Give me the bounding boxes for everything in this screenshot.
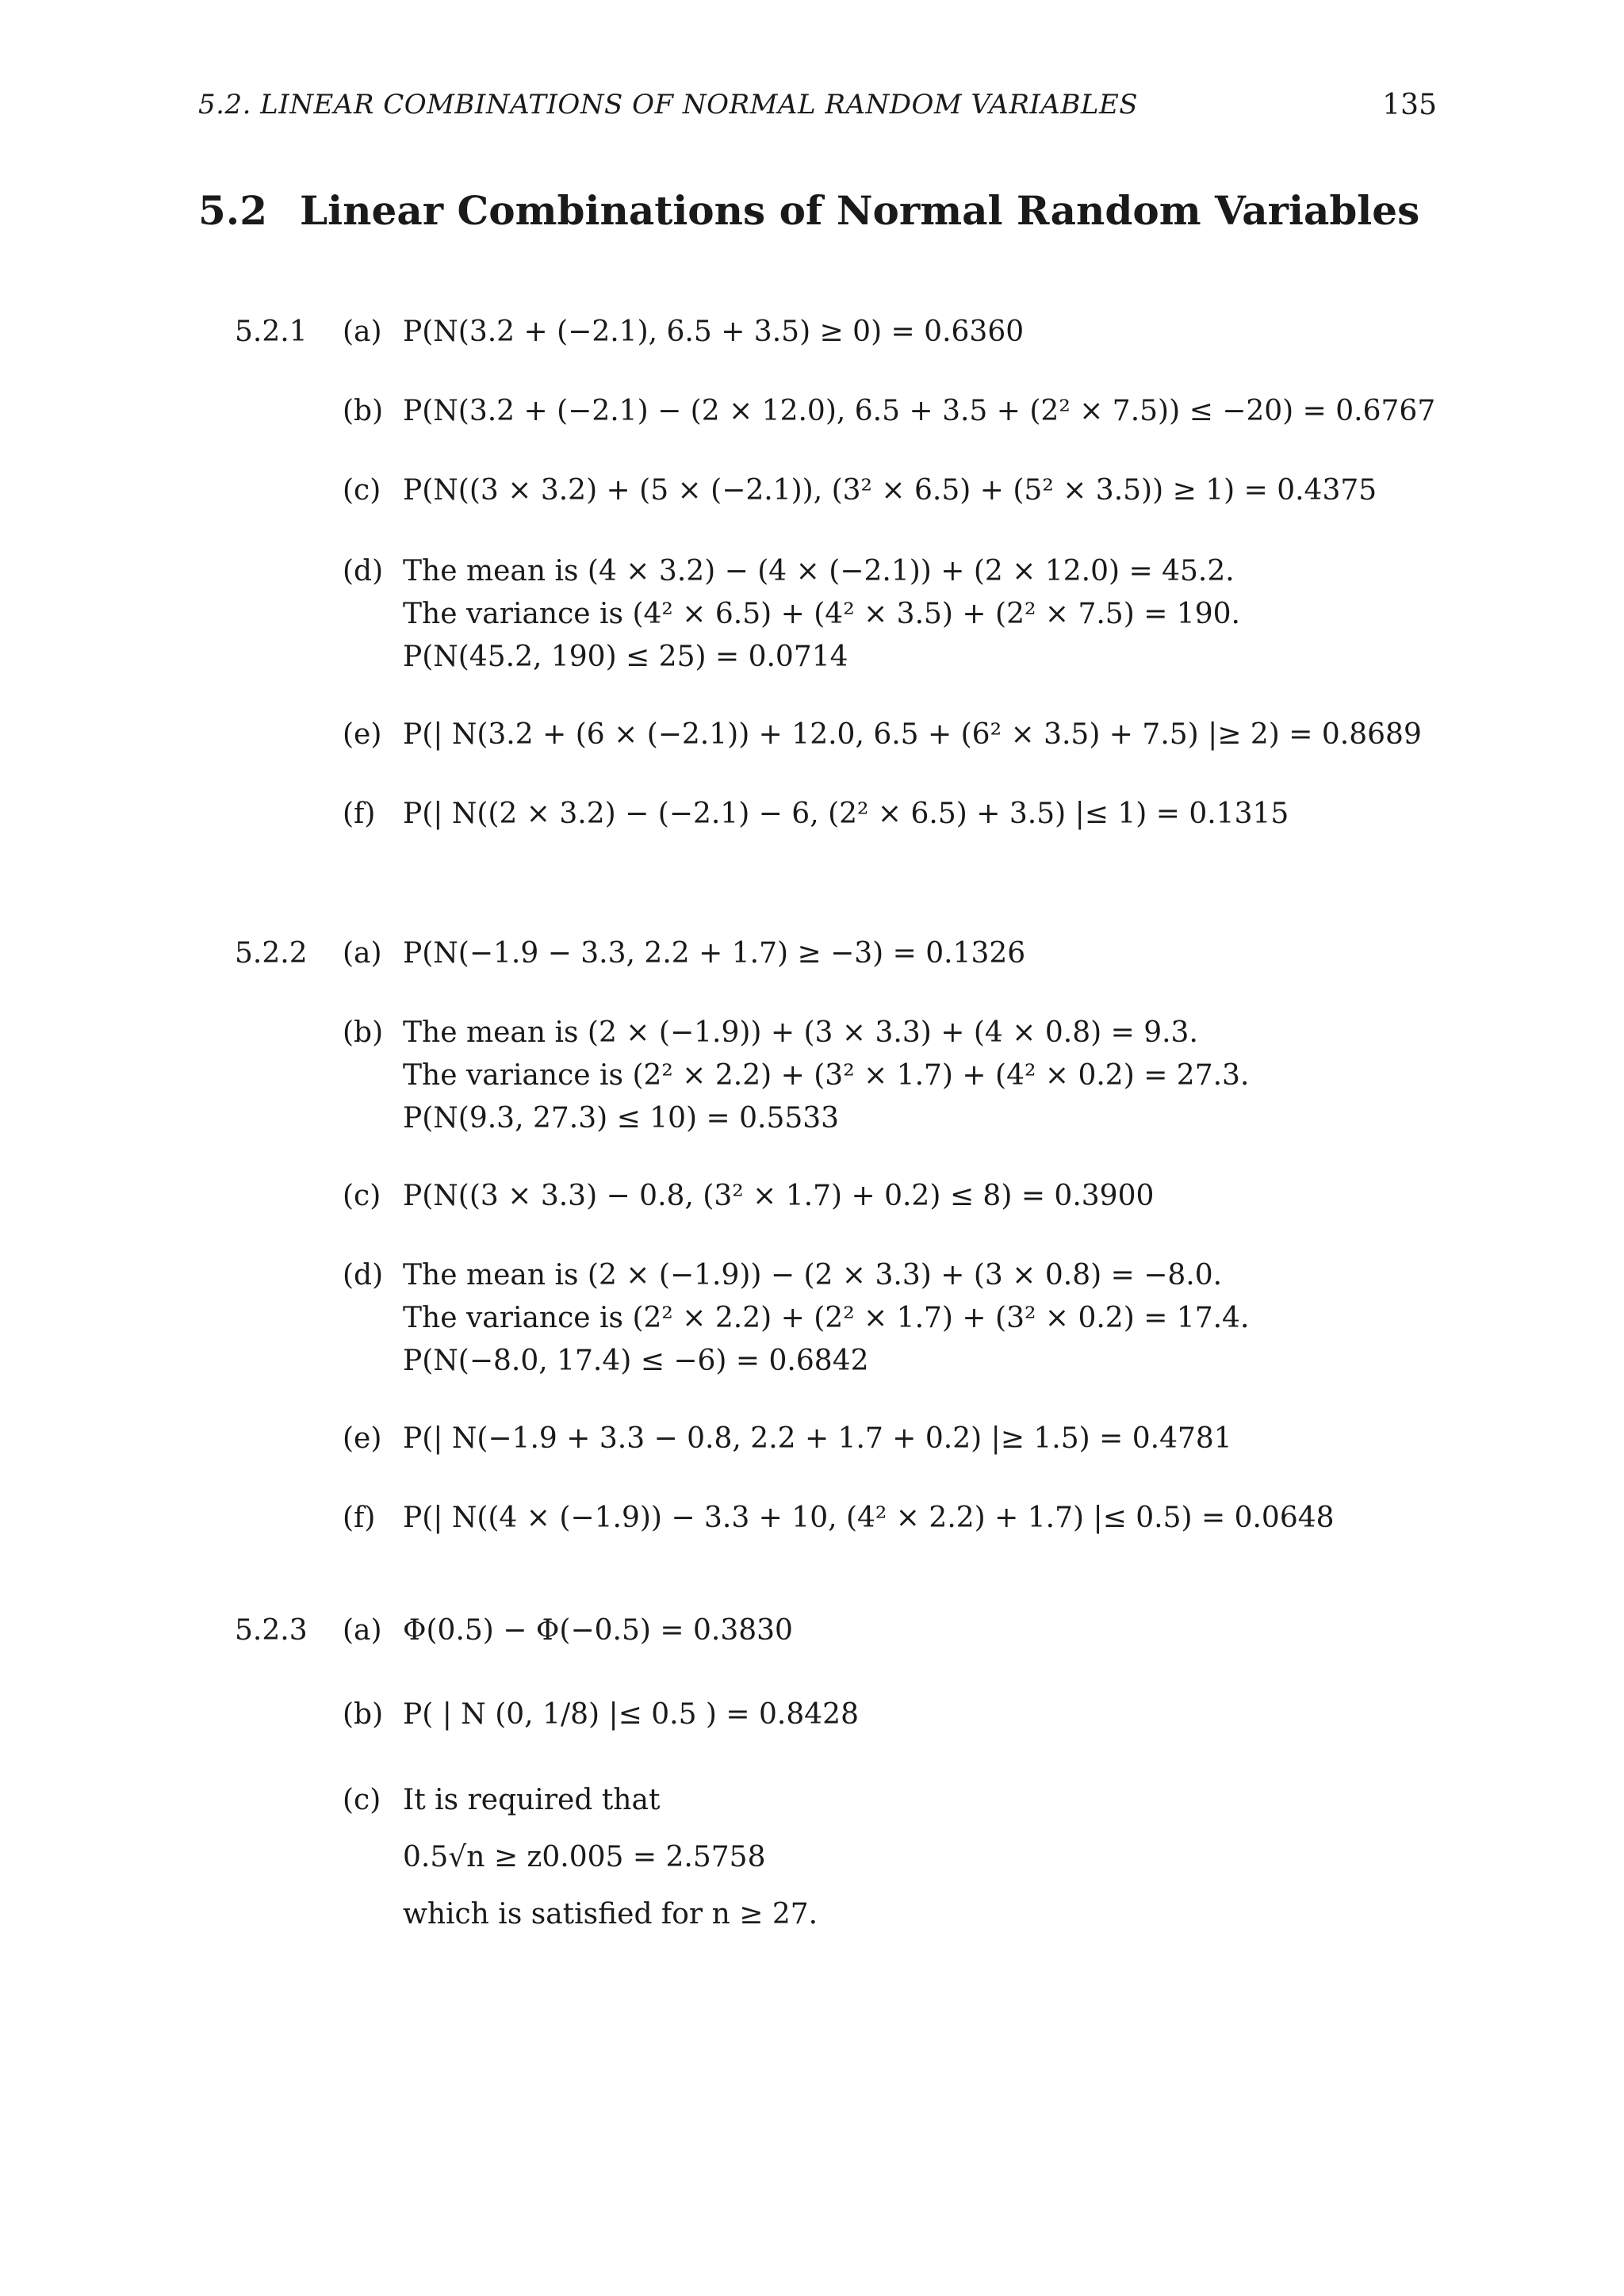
answer-line: P(| N((2 × 3.2) − (−2.1) − 6, (2² × 6.5) + 3.5) |≤ 1) = 0.1315 bbox=[403, 798, 1289, 830]
answer-line: The variance is (2² × 2.2) + (3² × 1.7) + (4² × 0.2) = 27.3. bbox=[403, 1059, 1250, 1092]
part-label: (b) bbox=[343, 1016, 384, 1049]
section-number: 5.2 bbox=[198, 187, 267, 234]
section-title bbox=[198, 187, 1419, 234]
section-title-text: Linear Combinations of Normal Random Variables bbox=[300, 187, 1420, 234]
part-content bbox=[403, 1254, 1249, 1383]
part-content bbox=[403, 793, 1289, 836]
part-content bbox=[403, 714, 1422, 756]
answer-line: P(N(3.2 + (−2.1), 6.5 + 3.5) ≥ 0) = 0.6360 bbox=[403, 316, 1025, 348]
part-content bbox=[403, 1497, 1335, 1540]
part-label: (c) bbox=[343, 474, 381, 507]
part-content bbox=[403, 1779, 818, 1936]
part-label: (a) bbox=[343, 1614, 382, 1647]
answer-line: P(| N(3.2 + (6 × (−2.1)) + 12.0, 6.5 + (6² × 3.5) + 7.5) |≥ 2) = 0.8689 bbox=[403, 718, 1422, 751]
part-label: (d) bbox=[343, 555, 384, 587]
answer-line: P(N(−1.9 − 3.3, 2.2 + 1.7) ≥ −3) = 0.1326 bbox=[403, 937, 1026, 970]
part-label: (a) bbox=[343, 316, 382, 348]
answer-line: P(N((3 × 3.3) − 0.8, (3² × 1.7) + 0.2) ≤ 8) = 0.3900 bbox=[403, 1180, 1155, 1212]
part-content bbox=[403, 469, 1377, 512]
answer-line: The variance is (2² × 2.2) + (2² × 1.7) + (3² × 0.2) = 17.4. bbox=[403, 1302, 1250, 1334]
answer-line: P(N(45.2, 190) ≤ 25) = 0.0714 bbox=[403, 641, 848, 673]
part-label: (b) bbox=[343, 395, 384, 427]
part-label: (f) bbox=[343, 1502, 376, 1534]
part-label: (e) bbox=[343, 718, 382, 751]
part-content bbox=[403, 311, 1024, 354]
answer-line: The mean is (4 × 3.2) − (4 × (−2.1)) + (2 × 12.0) = 45.2. bbox=[403, 555, 1235, 587]
answer-line: P(N(9.3, 27.3) ≤ 10) = 0.5533 bbox=[403, 1102, 840, 1135]
part-content bbox=[403, 932, 1025, 975]
answer-line: The mean is (2 × (−1.9)) − (2 × 3.3) + (3 × 0.8) = −8.0. bbox=[403, 1259, 1223, 1292]
answer-line: It is required that bbox=[403, 1784, 661, 1816]
answer-line: The mean is (2 × (−1.9)) + (3 × 3.3) + (4 × 0.8) = 9.3. bbox=[403, 1016, 1198, 1049]
part-label: (c) bbox=[343, 1784, 381, 1816]
part-content bbox=[403, 390, 1435, 433]
part-label: (e) bbox=[343, 1422, 382, 1455]
answer-line: P( | N (0, 1/8) |≤ 0.5 ) = 0.8428 bbox=[403, 1698, 859, 1731]
problem-number: 5.2.2 bbox=[235, 937, 308, 970]
answer-line: which is satisfied for n ≥ 27. bbox=[403, 1898, 818, 1931]
part-content bbox=[403, 1609, 793, 1652]
part-content bbox=[403, 550, 1240, 679]
answer-line: P(| N((4 × (−1.9)) − 3.3 + 10, (4² × 2.2) + 1.7) |≤ 0.5) = 0.0648 bbox=[403, 1502, 1335, 1534]
answer-line: P(N((3 × 3.2) + (5 × (−2.1)), (3² × 6.5) + (5² × 3.5)) ≥ 1) = 0.4375 bbox=[403, 474, 1377, 507]
answer-line: P(| N(−1.9 + 3.3 − 0.8, 2.2 + 1.7 + 0.2) |≥ 1.5) = 0.4781 bbox=[403, 1422, 1232, 1455]
problem-number: 5.2.1 bbox=[235, 316, 308, 348]
answer-line: Φ(0.5) − Φ(−0.5) = 0.3830 bbox=[403, 1614, 793, 1647]
answer-line: The variance is (4² × 6.5) + (4² × 3.5) + (2² × 7.5) = 190. bbox=[403, 598, 1240, 630]
part-content bbox=[403, 1012, 1249, 1140]
page-number: 135 bbox=[1382, 89, 1437, 121]
part-content bbox=[403, 1693, 859, 1736]
part-label: (c) bbox=[343, 1180, 381, 1212]
part-label: (a) bbox=[343, 937, 382, 970]
running-head: 5.2. LINEAR COMBINATIONS OF NORMAL RANDOM VARIABLES bbox=[198, 89, 1139, 121]
part-label: (d) bbox=[343, 1259, 384, 1292]
answer-line: 0.5√n ≥ z0.005 = 2.5758 bbox=[403, 1841, 766, 1873]
part-label: (b) bbox=[343, 1698, 384, 1731]
problem-number: 5.2.3 bbox=[235, 1614, 308, 1647]
part-label: (f) bbox=[343, 798, 376, 830]
part-content bbox=[403, 1175, 1154, 1218]
answer-line: P(N(−8.0, 17.4) ≤ −6) = 0.6842 bbox=[403, 1345, 869, 1377]
part-content bbox=[403, 1418, 1232, 1460]
answer-line: P(N(3.2 + (−2.1) − (2 × 12.0), 6.5 + 3.5 + (2² × 7.5)) ≤ −20) = 0.6767 bbox=[403, 395, 1436, 427]
